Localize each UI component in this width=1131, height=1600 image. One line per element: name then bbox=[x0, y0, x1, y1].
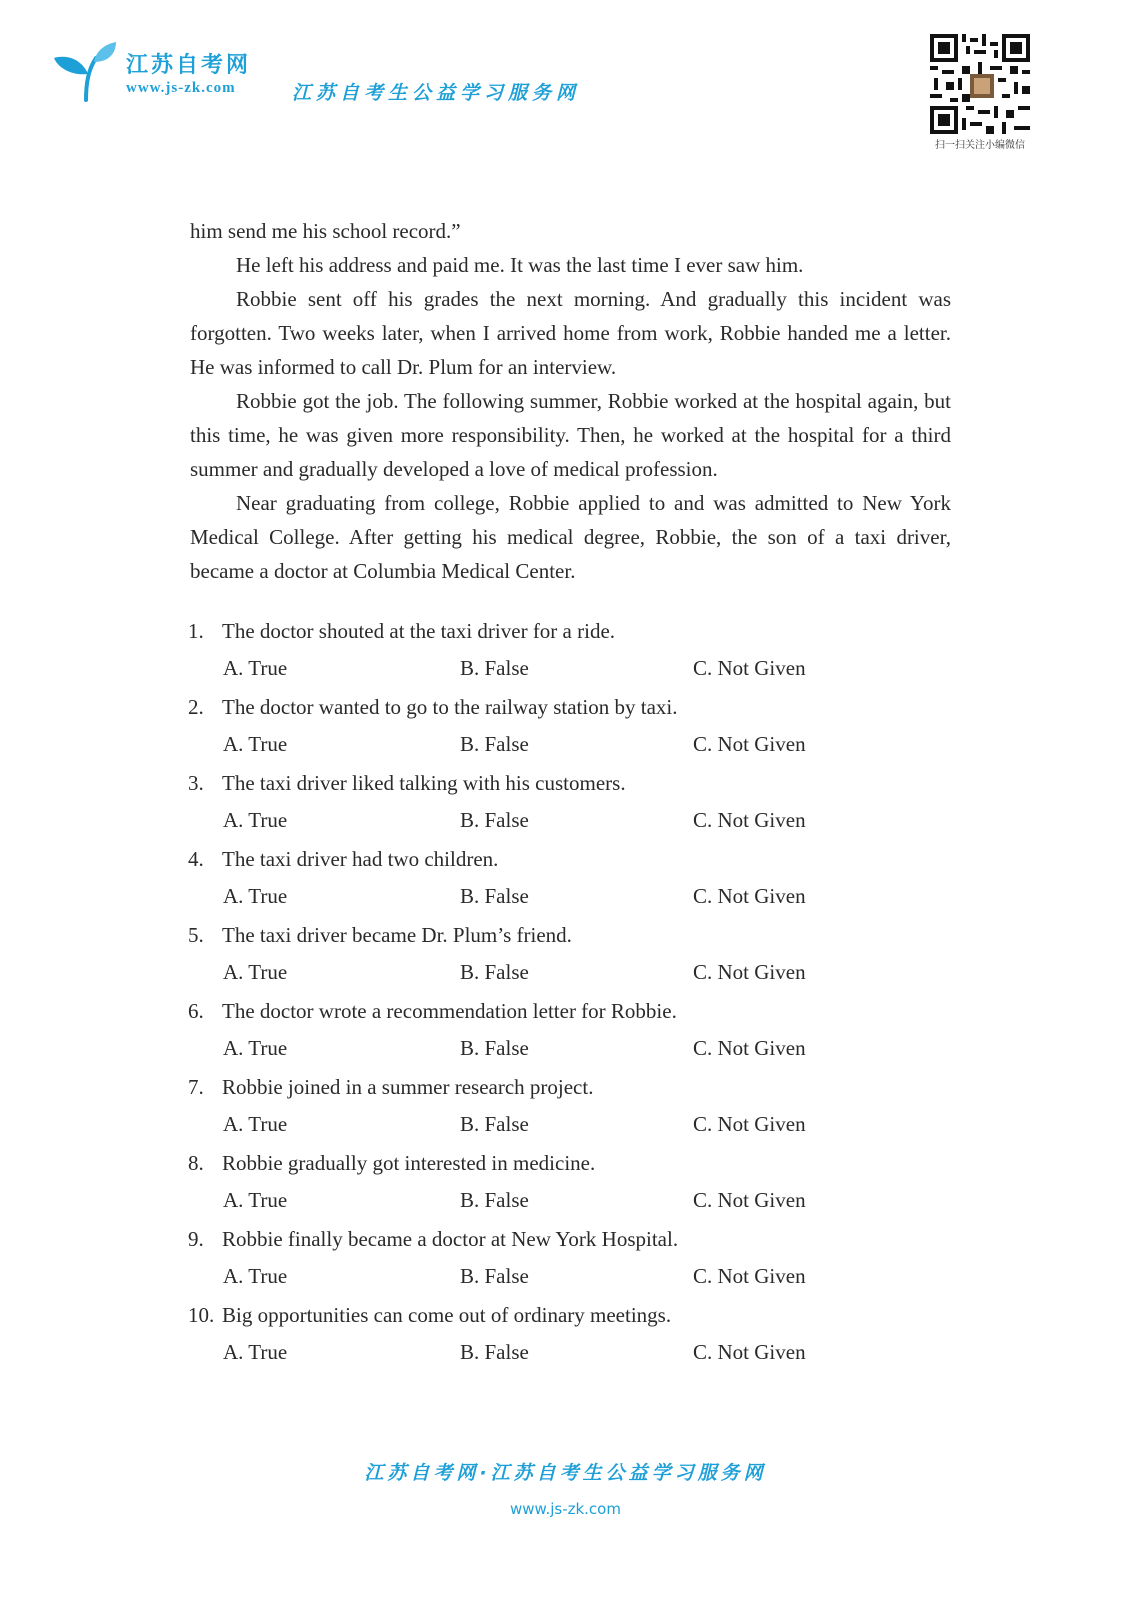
option-b[interactable]: B. False bbox=[460, 1340, 529, 1364]
option-c[interactable]: C. Not Given bbox=[693, 732, 806, 756]
question-item bbox=[188, 842, 948, 918]
question-item bbox=[188, 918, 948, 994]
question-stem bbox=[188, 1070, 593, 1104]
question-item bbox=[188, 614, 948, 690]
passage-paragraph: He left his address and paid me. It was the last time I ever saw him. bbox=[236, 253, 804, 277]
option-a[interactable]: A. True bbox=[223, 1112, 288, 1136]
question-number: 2. bbox=[188, 695, 204, 719]
page-header bbox=[0, 0, 1131, 160]
question-number: 9. bbox=[188, 1227, 204, 1251]
question-text: Robbie finally became a doctor at New York Hospital. bbox=[222, 1227, 679, 1251]
question-stem bbox=[188, 1146, 595, 1180]
option-a[interactable]: A. True bbox=[223, 1340, 288, 1364]
question-stem bbox=[188, 1222, 678, 1256]
option-c[interactable]: C. Not Given bbox=[693, 808, 806, 832]
footer-title: 江苏自考网·江苏自考生公益学习服务网 bbox=[364, 1462, 767, 1484]
option-c[interactable]: C. Not Given bbox=[693, 656, 806, 680]
option-c[interactable]: C. Not Given bbox=[693, 1188, 806, 1212]
question-item bbox=[188, 1298, 948, 1374]
option-b[interactable]: B. False bbox=[460, 1036, 529, 1060]
question-stem bbox=[188, 1298, 671, 1332]
option-b[interactable]: B. False bbox=[460, 1112, 529, 1136]
sprout-logo-icon bbox=[50, 40, 120, 102]
question-number: 6. bbox=[188, 999, 204, 1023]
question-text: Big opportunities can come out of ordinary meetings. bbox=[222, 1303, 672, 1327]
question-number: 7. bbox=[188, 1075, 204, 1099]
question-text: The doctor wanted to go to the railway station by taxi. bbox=[222, 695, 678, 719]
question-text: The doctor shouted at the taxi driver for a ride. bbox=[222, 619, 616, 643]
question-text: The taxi driver had two children. bbox=[222, 847, 499, 871]
option-c[interactable]: C. Not Given bbox=[693, 1264, 806, 1288]
question-stem bbox=[188, 766, 626, 800]
question-text: The doctor wrote a recommendation letter for Robbie. bbox=[222, 999, 677, 1023]
option-b[interactable]: B. False bbox=[460, 656, 529, 680]
question-text: The taxi driver became Dr. Plum’s friend. bbox=[222, 923, 572, 947]
question-item bbox=[188, 1146, 948, 1222]
option-a[interactable]: A. True bbox=[223, 1188, 288, 1212]
option-c[interactable]: C. Not Given bbox=[693, 1112, 806, 1136]
option-a[interactable]: A. True bbox=[223, 1264, 288, 1288]
qr-code-icon[interactable] bbox=[928, 34, 1032, 134]
option-a[interactable]: A. True bbox=[223, 1036, 288, 1060]
option-b[interactable]: B. False bbox=[460, 1188, 529, 1212]
question-text: Robbie gradually got interested in medicine. bbox=[222, 1151, 596, 1175]
option-a[interactable]: A. True bbox=[223, 808, 288, 832]
question-item bbox=[188, 690, 948, 766]
question-number: 1. bbox=[188, 619, 204, 643]
question-item bbox=[188, 1222, 948, 1298]
option-b[interactable]: B. False bbox=[460, 960, 529, 984]
option-c[interactable]: C. Not Given bbox=[693, 1340, 806, 1364]
question-number: 8. bbox=[188, 1151, 204, 1175]
question-list bbox=[188, 614, 948, 1374]
option-c[interactable]: C. Not Given bbox=[693, 884, 806, 908]
qr-caption: 扫一扫关注小编微信 bbox=[935, 140, 1025, 151]
question-number: 5. bbox=[188, 923, 204, 947]
option-b[interactable]: B. False bbox=[460, 732, 529, 756]
question-item bbox=[188, 1070, 948, 1146]
passage-paragraph: Robbie sent off his grades the next morning. And gradually this incident was forgotten. Two weeks later, when I arrived home from work, Robbie handed me a letter. He was informed to call Dr. Plum for an interview. bbox=[190, 287, 951, 379]
option-b[interactable]: B. False bbox=[460, 808, 529, 832]
question-number: 10. bbox=[188, 1303, 215, 1327]
question-stem bbox=[188, 690, 677, 724]
question-stem bbox=[188, 842, 498, 876]
option-b[interactable]: B. False bbox=[460, 1264, 529, 1288]
option-a[interactable]: A. True bbox=[223, 884, 288, 908]
question-number: 3. bbox=[188, 771, 204, 795]
passage-paragraph: Near graduating from college, Robbie applied to and was admitted to New York Medical College. After getting his medical degree, Robbie, the son of a taxi driver, became a doctor at Columbia Medical Center. bbox=[190, 491, 951, 583]
question-item bbox=[188, 994, 948, 1070]
question-number: 4. bbox=[188, 847, 204, 871]
option-a[interactable]: A. True bbox=[223, 732, 288, 756]
question-stem bbox=[188, 918, 572, 952]
option-a[interactable]: A. True bbox=[223, 656, 288, 680]
option-c[interactable]: C. Not Given bbox=[693, 1036, 806, 1060]
option-c[interactable]: C. Not Given bbox=[693, 960, 806, 984]
footer-url[interactable]: www.js-zk.com bbox=[510, 1500, 621, 1518]
option-a[interactable]: A. True bbox=[223, 960, 288, 984]
site-name: 江苏自考网 bbox=[126, 53, 252, 78]
question-stem bbox=[188, 994, 677, 1028]
site-url[interactable]: www.js-zk.com bbox=[126, 80, 236, 96]
passage-paragraph: him send me his school record.” bbox=[190, 219, 461, 243]
passage-paragraph: Robbie got the job. The following summer, Robbie worked at the hospital again, but this time, he was given more responsibility. Then, he worked at the hospital for a third summer and gradually developed a love of medical profession. bbox=[190, 389, 951, 481]
question-item bbox=[188, 766, 948, 842]
question-stem bbox=[188, 614, 615, 648]
passage bbox=[190, 214, 951, 588]
question-text: The taxi driver liked talking with his customers. bbox=[222, 771, 626, 795]
option-b[interactable]: B. False bbox=[460, 884, 529, 908]
site-slogan: 江苏自考生公益学习服务网 bbox=[292, 82, 581, 104]
question-text: Robbie joined in a summer research project. bbox=[222, 1075, 594, 1099]
